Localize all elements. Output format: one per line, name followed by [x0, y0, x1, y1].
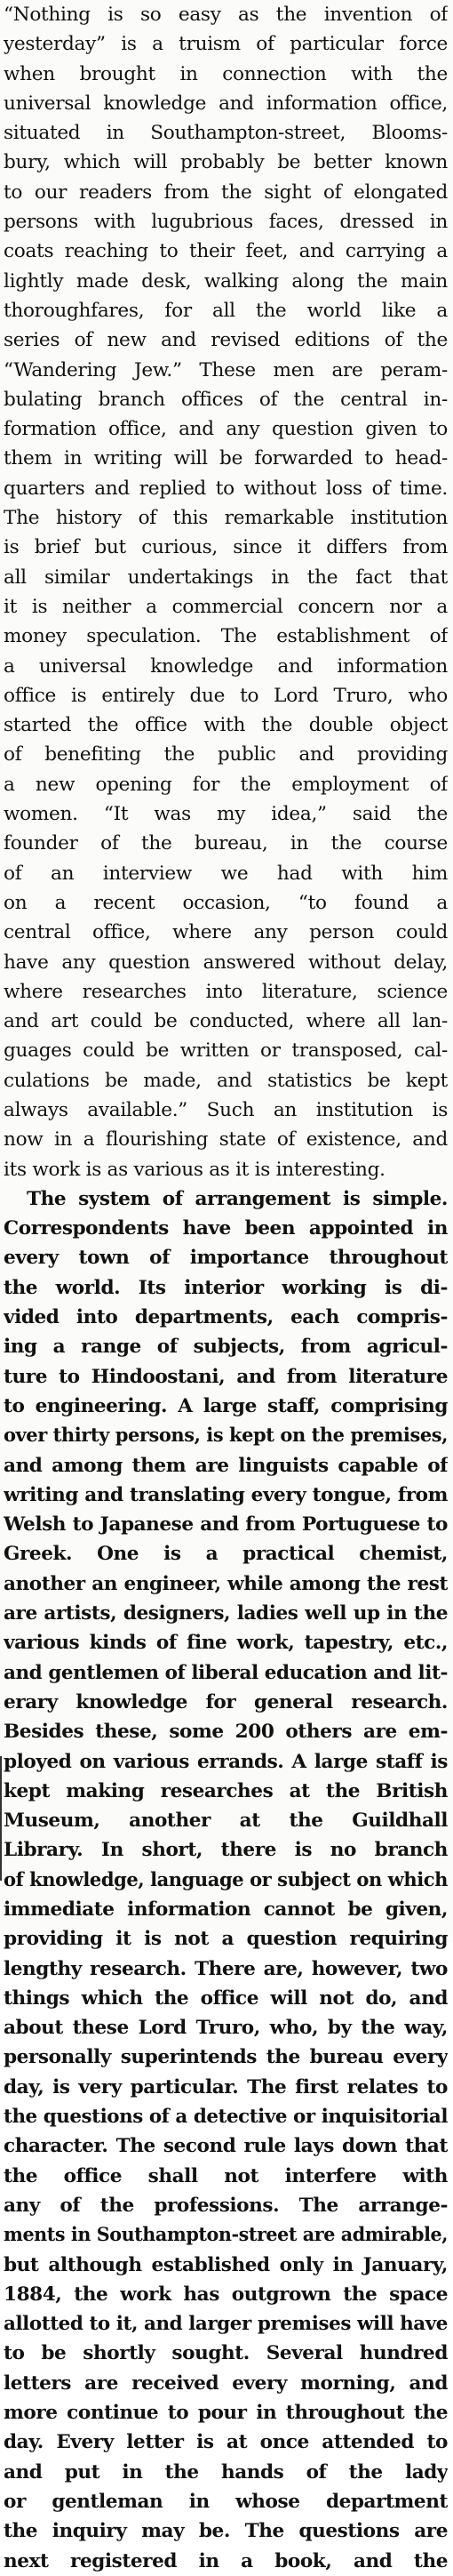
article-line: office is entirely due to Lord Truro, who [4, 684, 448, 707]
article-line: persons with lugubrious faces, dressed in [4, 211, 448, 234]
article-line: a universal knowledge and information [4, 654, 448, 678]
article-line: the office shall not interfere with [4, 2164, 448, 2187]
article-line: “Nothing is so easy as the invention of [4, 4, 448, 26]
article-line: central office, where any person could [4, 921, 448, 944]
article-line: things which the office will not do, and [4, 1986, 448, 2010]
article-line: to engineering. A large staff, comprising [4, 1394, 448, 1417]
article-line: formation office, and any question given to [4, 418, 448, 441]
article-line: personally superintends the bureau every [4, 2046, 448, 2069]
article-line: immediate information cannot be given, [4, 1898, 448, 1921]
article-line: about these Lord Truro, who, by the way, [4, 2017, 448, 2040]
article-line: culations be made, and statistics be kept [4, 1069, 448, 1092]
article-line: The history of this remarkable institution [4, 507, 448, 530]
article-line: day, is very particular. The first relates to [4, 2075, 448, 2099]
article-line: all similar undertakings in the fact that [4, 566, 448, 589]
article-line: money speculation. The establishment of [4, 625, 448, 648]
article-line: writing and translating every tongue, from [4, 1483, 448, 1506]
article-line: universal knowledge and information office, [4, 92, 448, 115]
article-line: series of new and revised editions of the [4, 329, 448, 352]
article-line: ments in Southampton-street are admirable, [4, 2224, 448, 2247]
article-line: have any question answered without delay, [4, 951, 448, 974]
article-line: character. The second rule lays down that [4, 2135, 448, 2158]
article-line: when brought in connection with the [4, 62, 448, 85]
article-line: “Wandering Jew.” These men are peram- [4, 358, 448, 381]
article-line: its work is as various as it is interesting. [4, 1158, 385, 1181]
article-line: and gentlemen of liberal education and lit- [4, 1661, 448, 1684]
column-rule-mark [0, 1756, 2, 1881]
article-line: are artists, designers, ladies well up in the [4, 1602, 448, 1625]
article-line: where researches into literature, science [4, 980, 448, 1003]
article-line: allotted to it, and larger premises will have [4, 2313, 448, 2336]
article-line: quarters and replied to without loss of time. [4, 477, 448, 500]
article-line: vided into departments, each compris- [4, 1306, 448, 1329]
article-line: the world. Its interior working is di- [4, 1276, 448, 1299]
article-line: every town of importance throughout [4, 1247, 448, 1270]
article-line: any of the professions. The arrange- [4, 2194, 448, 2217]
article-line: and art could be conducted, where all lan- [4, 1010, 448, 1033]
article-line: letters are received every morning, and [4, 2371, 448, 2395]
article-line: guages could be written or transposed, cal- [4, 1039, 448, 1063]
article-line: and among them are linguists capable of [4, 1454, 448, 1477]
article-line: lengthy research. There are, however, two [4, 1957, 448, 1980]
article-line: next registered in a book, and the [4, 2549, 448, 2572]
article-line: but although established only in January, [4, 2253, 448, 2276]
article-line: Greek. One is a practical chemist, [4, 1543, 448, 1566]
article-line: yesterday” is a truism of particular force [4, 33, 448, 56]
article-line: them in writing will be forwarded to head- [4, 447, 448, 470]
article-line: bulating branch offices of the central in- [4, 388, 448, 411]
article-line: of benefiting the public and providing [4, 743, 448, 766]
article-line: erary knowledge for general research. [4, 1690, 448, 1713]
article-line: bury, which will probably be better known [4, 151, 448, 174]
article-line: is brief but curious, since it differs from [4, 536, 448, 559]
article-line: situated in Southampton-street, Blooms- [4, 122, 448, 145]
article-line: ture to Hindoostani, and from literature [4, 1365, 448, 1388]
article-line: of an interview we had with him [4, 862, 448, 885]
article-line: or gentleman in whose department [4, 2490, 448, 2513]
article-line: a new opening for the employment of [4, 773, 448, 796]
article-line: the inquiry may be. The questions are [4, 2520, 448, 2543]
article-line: founder of the bureau, in the course [4, 832, 448, 855]
article-line: The system of arrangement is simple. [27, 1187, 448, 1210]
article-line: Correspondents have been appointed in [4, 1217, 448, 1240]
article-line: Museum, another at the Guildhall [4, 1810, 448, 1833]
article-line: Library. In short, there is no branch [4, 1839, 448, 1862]
article-line: ployed on various errands. A large staff is [4, 1750, 448, 1773]
article-line: more continue to pour in throughout the [4, 2402, 448, 2425]
article-line: day. Every letter is at once attended to [4, 2431, 448, 2454]
article-line: and put in the hands of the lady [4, 2460, 448, 2484]
article-line: various kinds of fine work, tapestry, etc., [4, 1632, 448, 1655]
article-line: of knowledge, language or subject on which [4, 1868, 448, 1891]
article-line: always available.” Such an institution is [4, 1098, 448, 1121]
article-line: thoroughfares, for all the world like a [4, 299, 448, 322]
article-line: kept making researches at the British [4, 1779, 448, 1802]
article-line: on a recent occasion, “to found a [4, 891, 448, 914]
article-line: the questions of a detective or inquisitorial [4, 2106, 448, 2129]
article-line: Welsh to Japanese and from Portuguese to [4, 1513, 448, 1537]
article-column [4, 0, 448, 2576]
article-line: to be shortly sought. Several hundred [4, 2342, 448, 2365]
article-line: it is neither a commercial concern nor a [4, 595, 448, 618]
article-line: women. “It was my idea,” said the [4, 803, 448, 826]
article-line: ing a range of subjects, from agricul- [4, 1336, 448, 1359]
article-line: to our readers from the sight of elongated [4, 181, 448, 204]
article-line: Besides these, some 200 others are em- [4, 1721, 448, 1744]
article-line: lightly made desk, walking along the main [4, 269, 448, 293]
article-line: over thirty persons, is kept on the premises, [4, 1424, 448, 1448]
article-line: 1884, the work has outgrown the space [4, 2283, 448, 2306]
article-line: coats reaching to their feet, and carrying a [4, 240, 448, 263]
article-line: another an engineer, while among the rest [4, 1572, 448, 1595]
article-line: providing it is not a question requiring [4, 1928, 448, 1951]
article-line: started the office with the double object [4, 714, 448, 737]
article-line: now in a flourishing state of existence, and [4, 1128, 448, 1152]
